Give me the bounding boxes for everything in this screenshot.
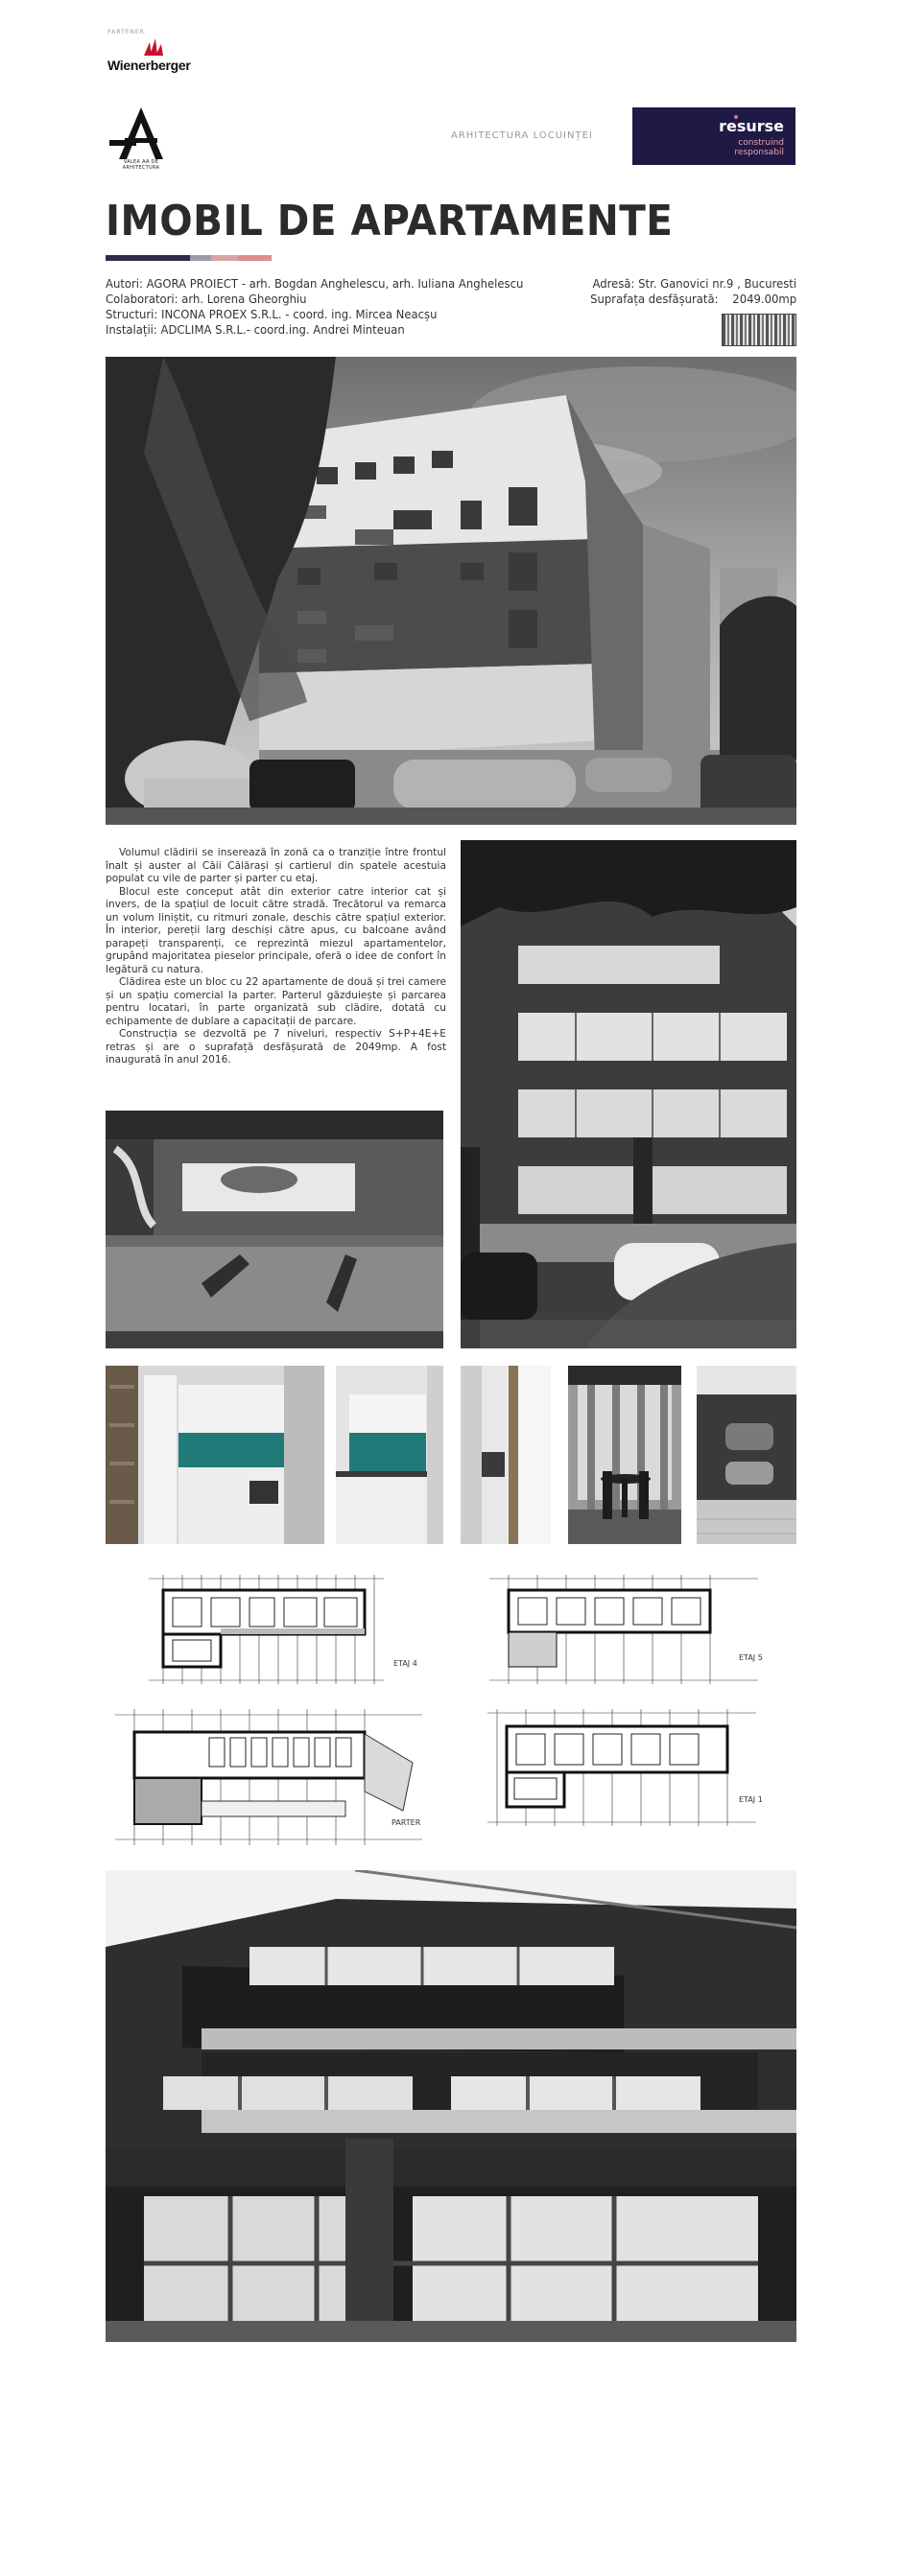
credit-structures: Structuri: INCONA PROEX S.R.L. - coord. ing. Mircea Neacșu — [106, 307, 438, 321]
credit-collaborators: Colaboratori: arh. Lorena Gheorghiu — [106, 292, 307, 306]
paragraph-1: Volumul clădirii se inserează în zonă ca o tranziție între frontul înalt și auster al Căii Călărași și cartierul din spatele acestuia populat cu vile de parter și parter cu etaj. — [106, 847, 446, 884]
plan-label-etaj4: ETAJ 4 — [393, 1659, 417, 1668]
title-underline-3 — [190, 255, 211, 261]
parking-lift-photo — [697, 1366, 796, 1544]
credit-installations: Instalații: ADCLIMA S.R.L.- coord.ing. Andrei Minteuan — [106, 322, 405, 337]
garage-photo — [106, 1111, 443, 1348]
wienerberger-roof-icon — [144, 38, 163, 56]
title-underline-1 — [106, 255, 163, 261]
section-label: ARHITECTURA LOCUINȚEI — [451, 130, 593, 141]
plan-etaj1 — [478, 1705, 796, 1830]
address: Adresă: Str. Ganovici nr.9 , Bucuresti — [592, 276, 796, 291]
title-underline-2 — [163, 255, 190, 261]
hero-photo — [106, 357, 796, 825]
sponsor-name: resurse — [719, 117, 784, 135]
credit-authors: Autori: AGORA PROIECT - arh. Bogdan Anghelescu, arh. Iuliana Anghelescu — [106, 276, 524, 291]
plan-label-parter: PARTER — [392, 1818, 421, 1827]
kitchen-photo-1 — [106, 1366, 324, 1544]
plan-label-etaj1: ETAJ 1 — [739, 1795, 763, 1804]
plan-parter — [106, 1705, 461, 1849]
plan-etaj5 — [470, 1571, 796, 1688]
title-underline-4 — [211, 255, 238, 261]
partner-label: PARTENER — [107, 29, 145, 35]
publisher-caption: VALEA AA DE ARHITECTURA — [122, 159, 160, 171]
plan-label-etaj5: ETAJ 5 — [739, 1653, 763, 1662]
credits — [106, 276, 523, 338]
facade-detail-photo — [106, 1870, 796, 2342]
paragraph-2: Blocul este conceput atât din exterior catre interior cat și invers, de la spațiul de locuit către stradă. Trecătorul va remarca un volum liniștit, cu ritmuri zonale, deschis către spațiul exterior. În interior, pereții larg deschiși către apus, cu balcoane având parapeți transparenți, ce reprezintă miezul apartamentelor, grupând majoritatea pieselor principale, oferă o idee de confort în legătură cu natura. — [106, 885, 446, 975]
kitchen-photo-2 — [336, 1366, 443, 1544]
project-location — [590, 276, 796, 307]
paragraph-3: Clădirea este un bloc cu 22 apartamente de două și trei camere și un spațiu comercial la parter. Parterul găzduiește și parcarea pentru locatari, în parte organizată sub clădire, dotată cu echipamente de dublare a capacitații de parcare. — [106, 976, 446, 1027]
wienerberger-logo — [144, 38, 163, 56]
dining-photo — [568, 1366, 681, 1544]
sponsor-logo — [632, 107, 795, 165]
arrow-a-logo-icon — [107, 104, 175, 161]
paragraph-4: Construcția se dezvoltă pe 7 niveluri, respectiv S+P+4E+E retras și are o suprafață desfășurată de 2049mp. A fost inaugurată în anul 2016. — [106, 1028, 446, 1066]
sponsor-line2: responsabil — [734, 148, 784, 157]
project-description — [106, 847, 446, 1067]
partner-brand: Wienerberger — [107, 58, 191, 73]
built-area: Suprafața desfășurată: 2049.00mp — [590, 292, 796, 306]
facade-photo — [461, 840, 796, 1348]
sponsor-line1: construind — [738, 138, 784, 148]
title-underline-5 — [238, 255, 272, 261]
page-title: IMOBIL DE APARTAMENTE — [106, 197, 674, 246]
hallway-photo — [461, 1366, 551, 1544]
barcode-stamp — [722, 314, 796, 346]
plan-etaj4 — [106, 1571, 432, 1688]
